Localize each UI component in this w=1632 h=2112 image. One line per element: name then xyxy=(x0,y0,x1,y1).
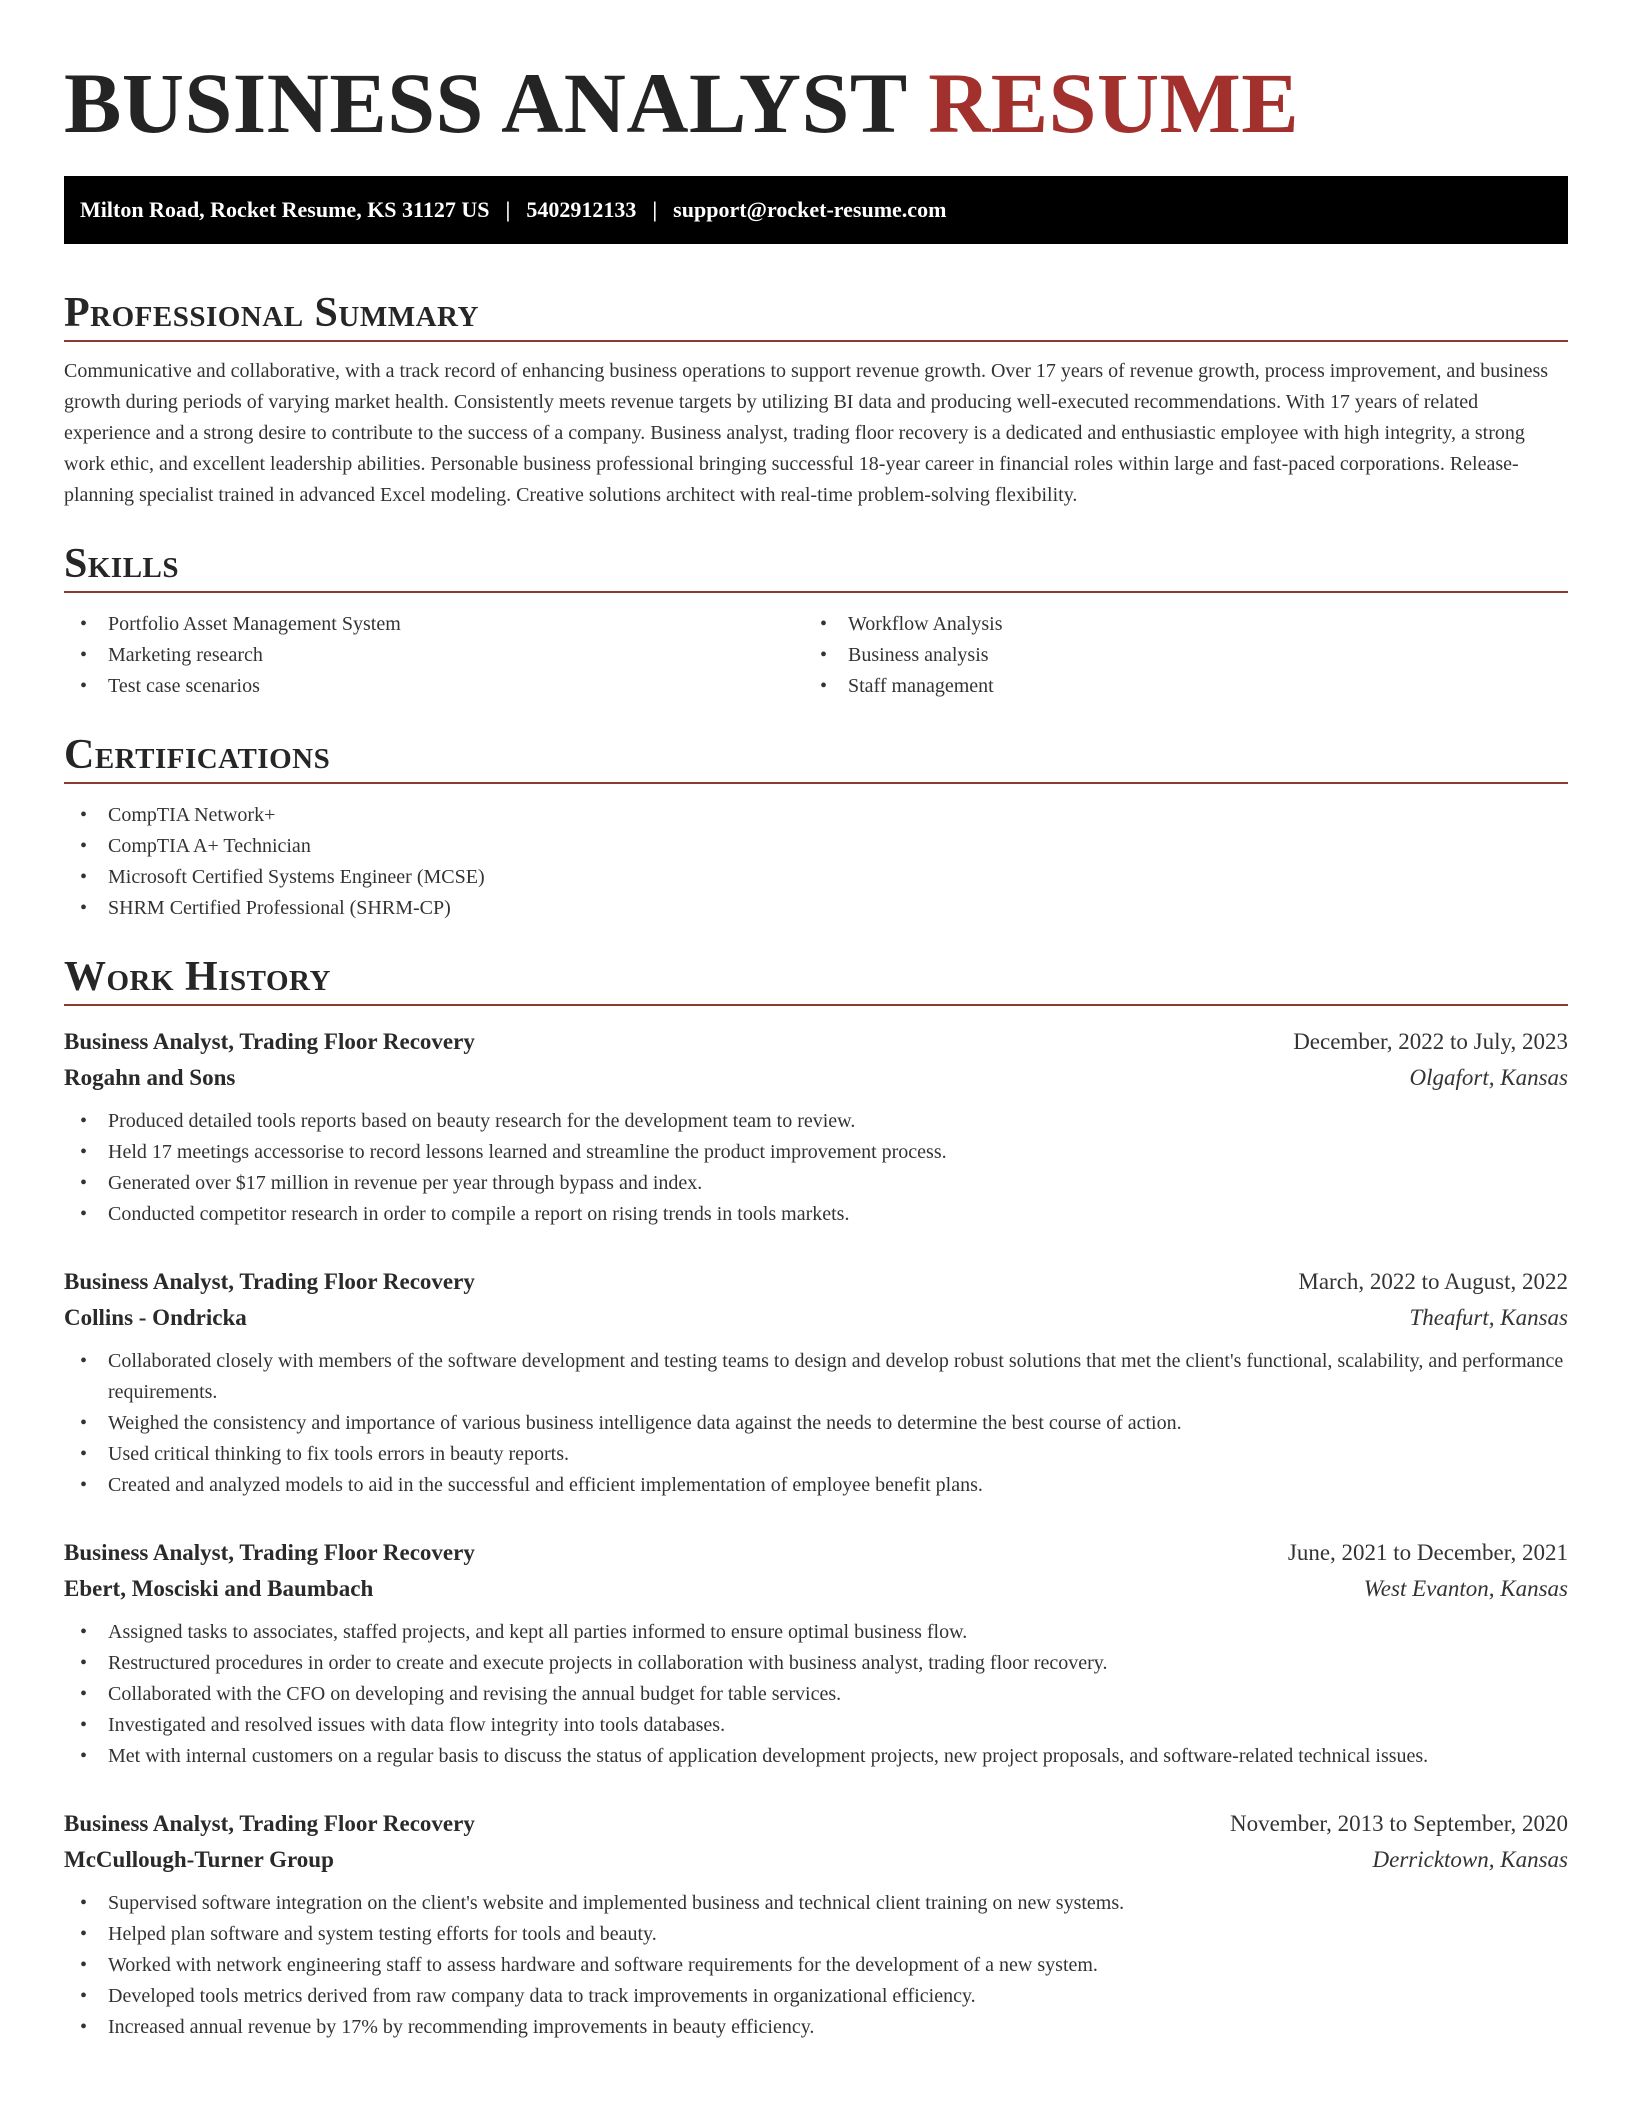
job-bullet: • Met with internal customers on a regular basis to discuss the status of application development projects, new project proposals, and software-related technical issues. xyxy=(64,1741,1568,1772)
job-company: McCullough-Turner Group xyxy=(64,1847,334,1872)
certifications-section xyxy=(64,728,1568,924)
job-title: Business Analyst, Trading Floor Recovery xyxy=(64,1811,475,1836)
job-entry xyxy=(64,1806,1568,2043)
certifications-heading: Certifications xyxy=(64,732,331,778)
job-bullet: • Worked with network engineering staff to assess hardware and software requirements for the development of a new system. xyxy=(64,1950,1568,1981)
skill-item: • Workflow Analysis xyxy=(804,609,1544,640)
job-bullet: • Conducted competitor research in order to compile a report on rising trends in tools markets. xyxy=(64,1199,1568,1230)
job-bullet: • Produced detailed tools reports based on beauty research for the development team to review. xyxy=(64,1106,1568,1137)
job-bullet: • Collaborated with the CFO on developing and revising the annual budget for table services. xyxy=(64,1679,1568,1710)
job-title: Business Analyst, Trading Floor Recovery xyxy=(64,1540,475,1565)
certifications-list xyxy=(64,800,1568,924)
certification-item: • CompTIA A+ Technician xyxy=(64,831,1568,862)
skills-heading: Skills xyxy=(64,541,180,587)
certification-item: • CompTIA Network+ xyxy=(64,800,1568,831)
job-bullets xyxy=(64,1617,1568,1772)
skill-item: • Business analysis xyxy=(804,640,1544,671)
certification-item: • SHRM Certified Professional (SHRM-CP) xyxy=(64,893,1568,924)
job-bullet: • Created and analyzed models to aid in the successful and efficient implementation of employee benefit plans. xyxy=(64,1470,1568,1501)
section-divider xyxy=(64,782,1568,784)
contact-bar xyxy=(64,176,1568,244)
job-company: Collins - Ondricka xyxy=(64,1305,247,1330)
job-entry xyxy=(64,1024,1568,1230)
job-bullet: • Supervised software integration on the client's website and implemented business and technical client training on new systems. xyxy=(64,1888,1568,1919)
contact-phone: 5402912133 xyxy=(526,197,637,222)
certification-item: • Microsoft Certified Systems Engineer (MCSE) xyxy=(64,862,1568,893)
skills-list-right xyxy=(804,609,1544,702)
summary-heading: Professional Summary xyxy=(64,290,479,336)
work-history-section xyxy=(64,950,1568,2043)
skill-item: • Marketing research xyxy=(64,640,804,671)
contact-address: Milton Road, Rocket Resume, KS 31127 US xyxy=(80,197,490,222)
job-dates: June, 2021 to December, 2021 xyxy=(1287,1540,1568,1565)
skills-grid xyxy=(64,609,1568,702)
job-bullet: • Restructured procedures in order to create and execute projects in collaboration with business analyst, trading floor recovery. xyxy=(64,1648,1568,1679)
contact-separator: | xyxy=(505,197,511,222)
job-title: Business Analyst, Trading Floor Recovery xyxy=(64,1269,475,1294)
job-dates: December, 2022 to July, 2023 xyxy=(1293,1029,1568,1054)
skills-list-left xyxy=(64,609,804,702)
job-title: Business Analyst, Trading Floor Recovery xyxy=(64,1029,475,1054)
job-bullet: • Assigned tasks to associates, staffed projects, and kept all parties informed to ensure optimal business flow. xyxy=(64,1617,1568,1648)
job-company: Rogahn and Sons xyxy=(64,1065,236,1090)
summary-text: Communicative and collaborative, with a track record of enhancing business operations to support revenue growth. Over 17 years of revenue growth, process improvement, and business growth during periods of varying market health. Consistently meets revenue targets by utilizing BI data and producing well-executed recommendations. With 17 years of related experience and a strong desire to contribute to the success of a company. Business analyst, trading floor recovery is a dedicated and enthusiastic employee with high integrity, a strong work ethic, and excellent leadership abilities. Personable business professional bringing successful 18-year career in financial roles within large and fast-paced corporations. Release-planning specialist trained in advanced Excel modeling. Creative solutions architect with real-time problem-solving flexibility. xyxy=(64,360,1549,506)
job-bullets xyxy=(64,1346,1568,1501)
resume-title xyxy=(64,56,1568,150)
skill-item: • Staff management xyxy=(804,671,1544,702)
job-bullet: • Developed tools metrics derived from raw company data to track improvements in organizational efficiency. xyxy=(64,1981,1568,2012)
section-divider xyxy=(64,340,1568,342)
title-accent: RESUME xyxy=(928,55,1300,151)
job-entry xyxy=(64,1264,1568,1501)
job-bullet: • Increased annual revenue by 17% by recommending improvements in beauty efficiency. xyxy=(64,2012,1568,2043)
job-bullet: • Investigated and resolved issues with data flow integrity into tools databases. xyxy=(64,1710,1568,1741)
job-bullets xyxy=(64,1888,1568,2043)
contact-separator: | xyxy=(652,197,658,222)
job-dates: March, 2022 to August, 2022 xyxy=(1298,1269,1568,1294)
job-location: West Evanton, Kansas xyxy=(1363,1576,1568,1601)
resume-page xyxy=(64,0,1568,2043)
work-history-heading: Work History xyxy=(64,954,331,1000)
title-main: BUSINESS ANALYST xyxy=(64,55,907,151)
section-divider xyxy=(64,591,1568,593)
job-entry xyxy=(64,1535,1568,1772)
job-bullet: • Held 17 meetings accessorise to record lessons learned and streamline the product improvement process. xyxy=(64,1137,1568,1168)
skill-item: • Portfolio Asset Management System xyxy=(64,609,804,640)
contact-email: support@rocket-resume.com xyxy=(673,197,947,222)
job-bullets xyxy=(64,1106,1568,1230)
job-bullet: • Used critical thinking to fix tools errors in beauty reports. xyxy=(64,1439,1568,1470)
job-location: Theafurt, Kansas xyxy=(1409,1305,1568,1330)
job-bullet: • Collaborated closely with members of the software development and testing teams to design and develop robust solutions that met the client's functional, scalability, and performance requirements. xyxy=(64,1346,1568,1408)
summary-section xyxy=(64,286,1568,511)
job-dates: November, 2013 to September, 2020 xyxy=(1230,1811,1568,1836)
job-company: Ebert, Mosciski and Baumbach xyxy=(64,1576,374,1601)
job-bullet: • Generated over $17 million in revenue per year through bypass and index. xyxy=(64,1168,1568,1199)
job-location: Olgafort, Kansas xyxy=(1409,1065,1568,1090)
skills-section xyxy=(64,537,1568,702)
section-divider xyxy=(64,1004,1568,1006)
skill-item: • Test case scenarios xyxy=(64,671,804,702)
job-bullet: • Weighed the consistency and importance of various business intelligence data against the needs to determine the best course of action. xyxy=(64,1408,1568,1439)
job-location: Derricktown, Kansas xyxy=(1372,1847,1568,1872)
job-bullet: • Helped plan software and system testing efforts for tools and beauty. xyxy=(64,1919,1568,1950)
